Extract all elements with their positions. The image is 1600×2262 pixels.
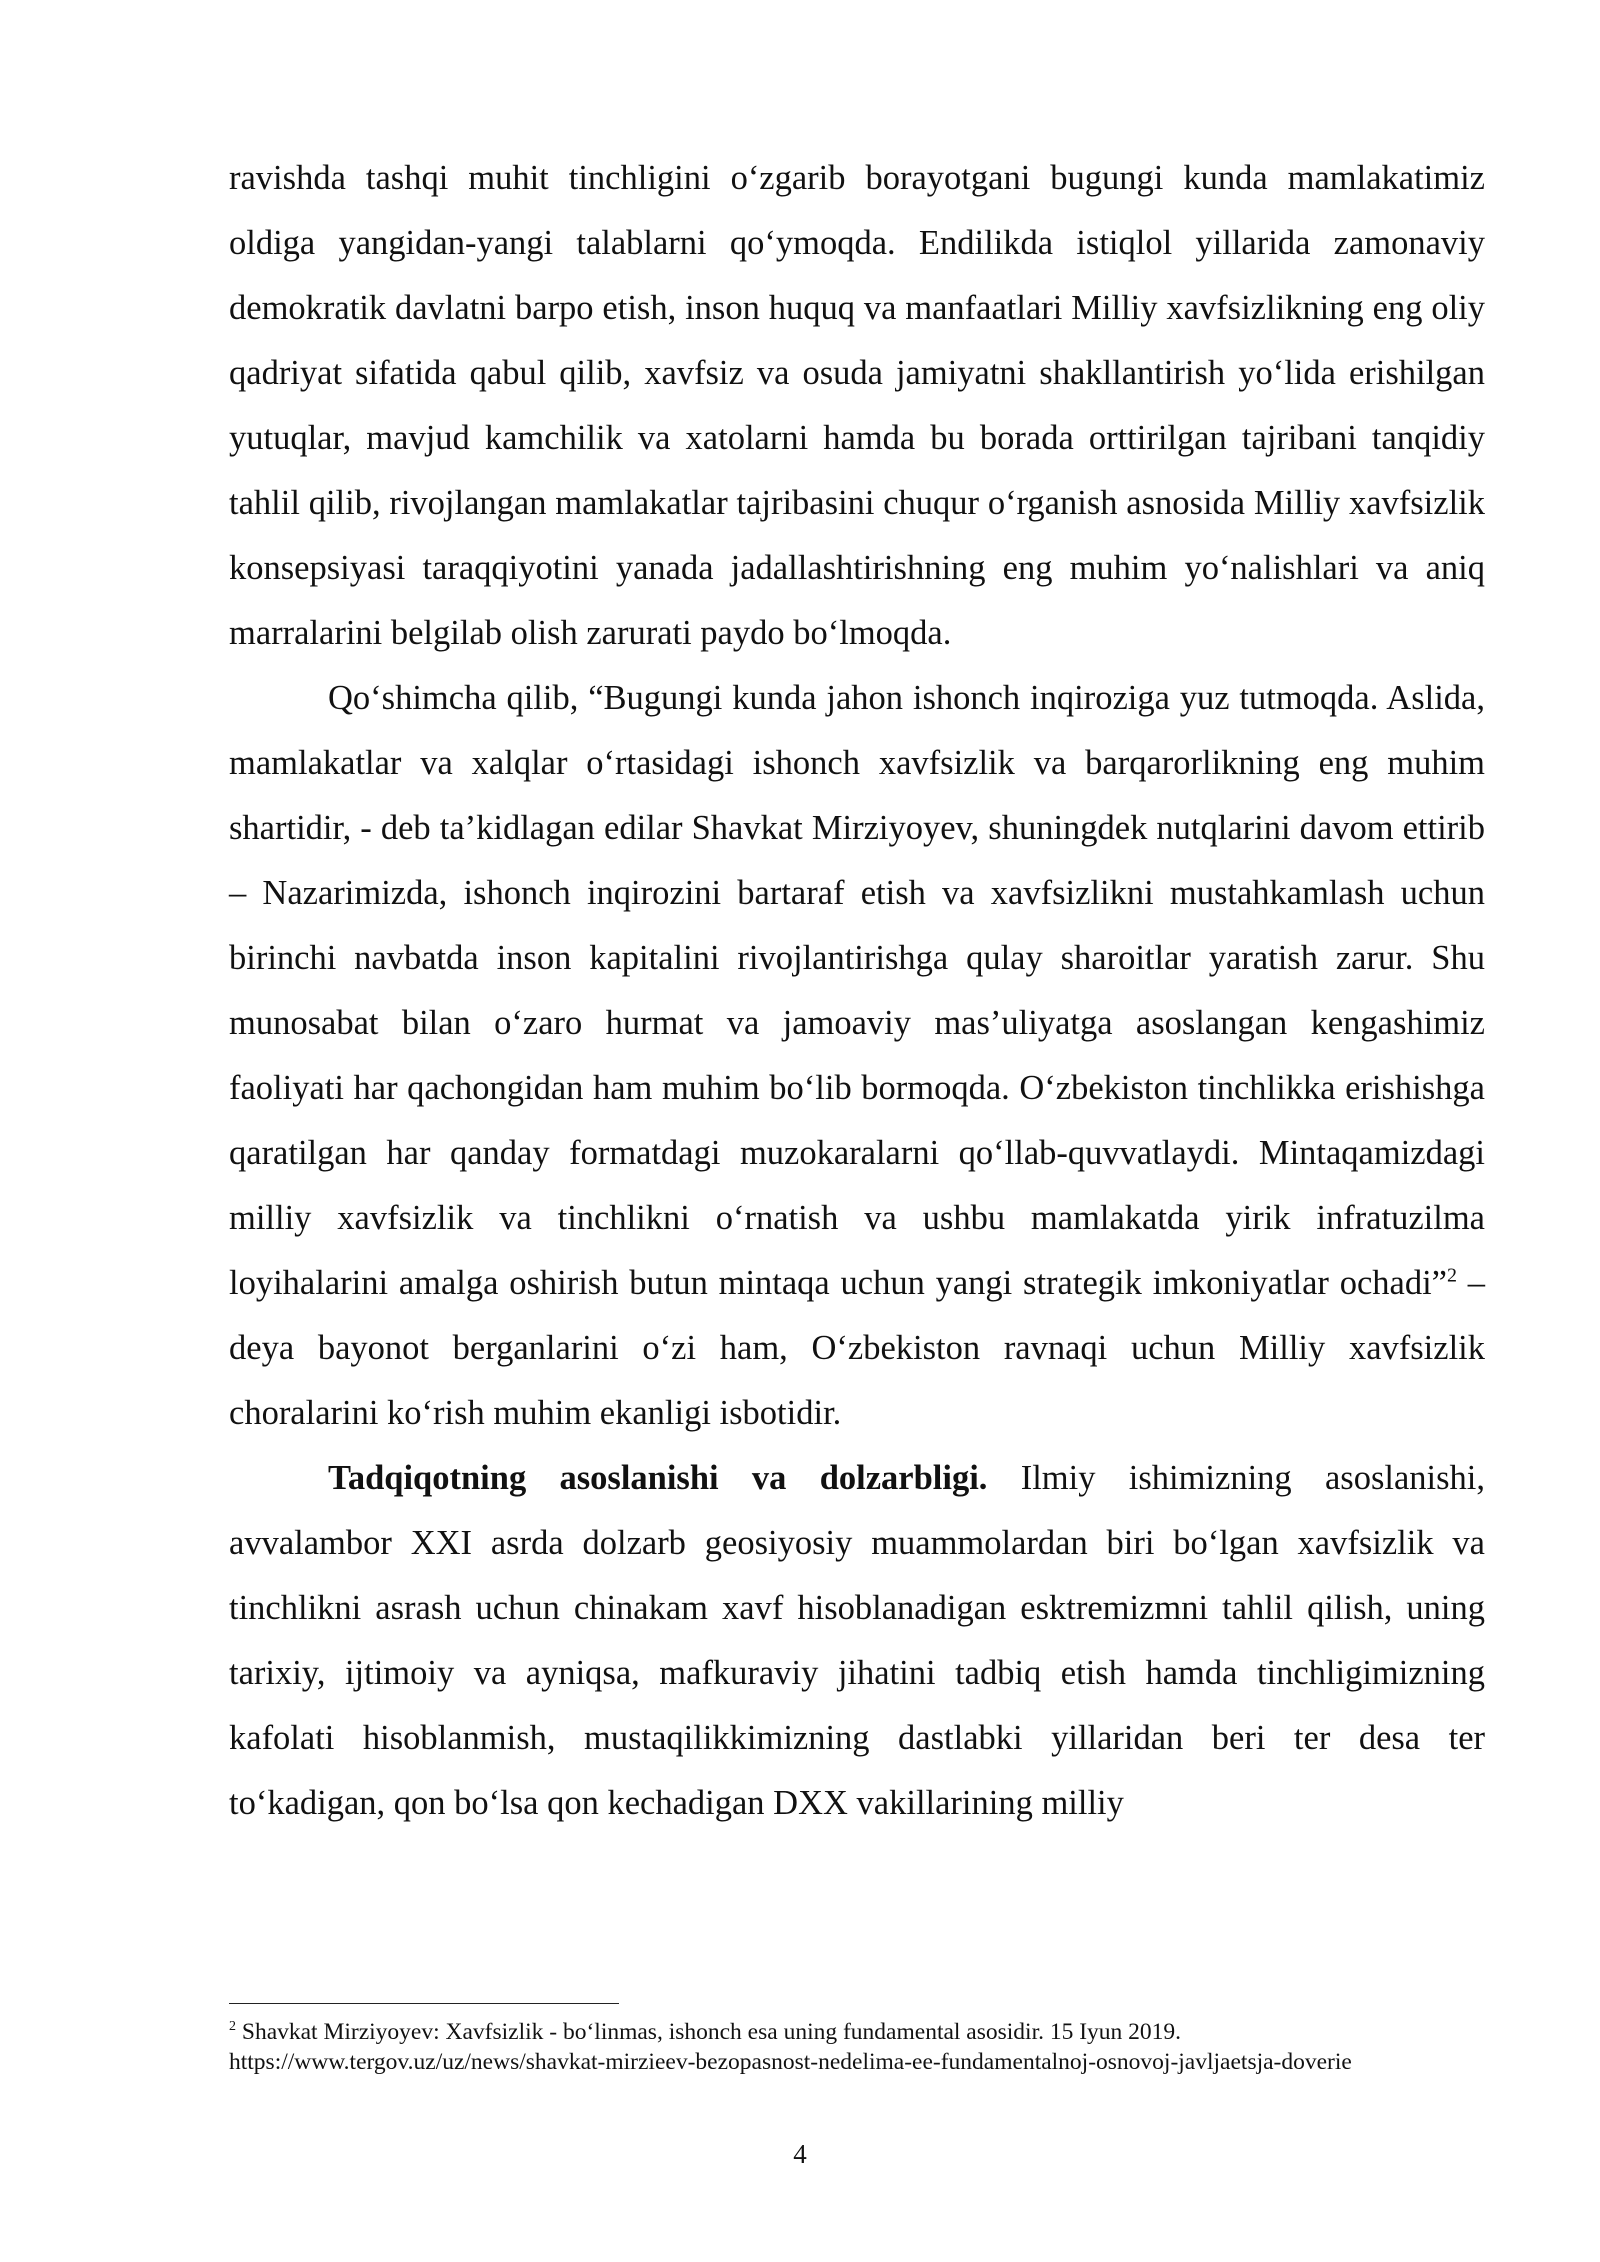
paragraph-2-continuation: – deya bayonot berganlarini o‘zi ham, O‘zbekiston ravnaqi uchun Milliy xavfsizlik choralarini ko‘rish muhim ekanligi isbotidir. <box>229 1264 1485 1432</box>
footnote-url[interactable]: https://www.tergov.uz/uz/news/shavkat-mirzieev-bezopasnost-nedelima-ee-fundamentalnoj-osnovoj-javljaetsja-doverie <box>229 2049 1352 2075</box>
main-text <box>229 146 1485 1836</box>
footnote <box>229 2017 1485 2077</box>
paragraph-2-text: Qo‘shimcha qilib, “Bugungi kunda jahon ishonch inqiroziga yuz tutmoqda. Aslida, mamlakatlar va xalqlar o‘rtasidagi ishonch xavfsizlik va barqarorlikning eng muhim shartidir, - deb ta’kidlagan edilar Shavkat Mirziyoyev, shuningdek nutqlarini davom ettirib – Nazarimizda, ishonch inqirozini bartaraf etish va xavfsizlikni mustahkamlash uchun birinchi navbatda inson kapitalini rivojlantirishga qulay sharoitlar yaratish zarur. Shu munosabat bilan o‘zaro hurmat va jamoaviy mas’uliyatga asoslangan kengashimiz faoliyati har qachongidan ham muhim bo‘lib bormoqda. O‘zbekiston tinchlikka erishishga qaratilgan har qanday formatdagi muzokaralarni qo‘llab-quvvatlaydi. Mintaqamizdagi milliy xavfsizlik va tinchlikni o‘rnatish va ushbu mamlakatda yirik infratuzilma loyihalarini amalga oshirish butun mintaqa uchun yangi strategik imkoniyatlar ochadi” <box>229 679 1485 1302</box>
paragraph-3 <box>229 1446 1485 1836</box>
paragraph-3-text: Ilmiy ishimizning asoslanishi, avvalambor XXI asrda dolzarb geosiyosiy muammolardan biri bo‘lgan xavfsizlik va tinchlikni asrash uchun chinakam xavf hisoblanadigan esktremizmni tahlil qilish, uning tarixiy, ijtimoiy va ayniqsa, mafkuraviy jihatini tadbiq etish hamda tinchligimizning kafolati hisoblanmish, mustaqilikkimizning dastlabki yillaridan beri ter desa ter to‘kadigan, qon bo‘lsa qon kechadigan DXX vakillarining milliy <box>229 1459 1485 1822</box>
footnote-text: Shavkat Mirziyoyev: Xavfsizlik - bo‘linmas, ishonch esa uning fundamental asosidir. 15 Iyun 2019. <box>236 2019 1182 2045</box>
paragraph-1: ravishda tashqi muhit tinchligini o‘zgarib borayotgani bugungi kunda mamlakatimiz oldiga yangidan-yangi talablarni qo‘ymoqda. Endilikda istiqlol yillarida zamonaviy demokratik davlatni barpo etish, inson huquq va manfaatlari Milliy xavfsizlikning eng oliy qadriyat sifatida qabul qilib, xavfsiz va osuda jamiyatni shakllantirish yo‘lida erishilgan yutuqlar, mavjud kamchilik va xatolarni hamda bu borada orttirilgan tajribani tanqidiy tahlil qilib, rivojlangan mamlakatlar tajribasini chuqur o‘rganish asnosida Milliy xavfsizlik konsepsiyasi taraqqiyotini yanada jadallashtirishning eng muhim yo‘nalishlari va aniq marralarini belgilab olish zarurati paydo bo‘lmoqda. <box>229 159 1485 652</box>
footnote-separator <box>229 2003 619 2004</box>
footnote-number: 2 <box>229 2019 236 2035</box>
paragraph-2 <box>229 666 1485 1446</box>
page-number: 4 <box>793 2139 807 2169</box>
footnote-reference[interactable]: 2 <box>1446 1264 1457 1287</box>
footnote-line <box>229 2017 1485 2047</box>
section-heading: Tadqiqotning asoslanishi va dolzarbligi. <box>328 1459 988 1497</box>
